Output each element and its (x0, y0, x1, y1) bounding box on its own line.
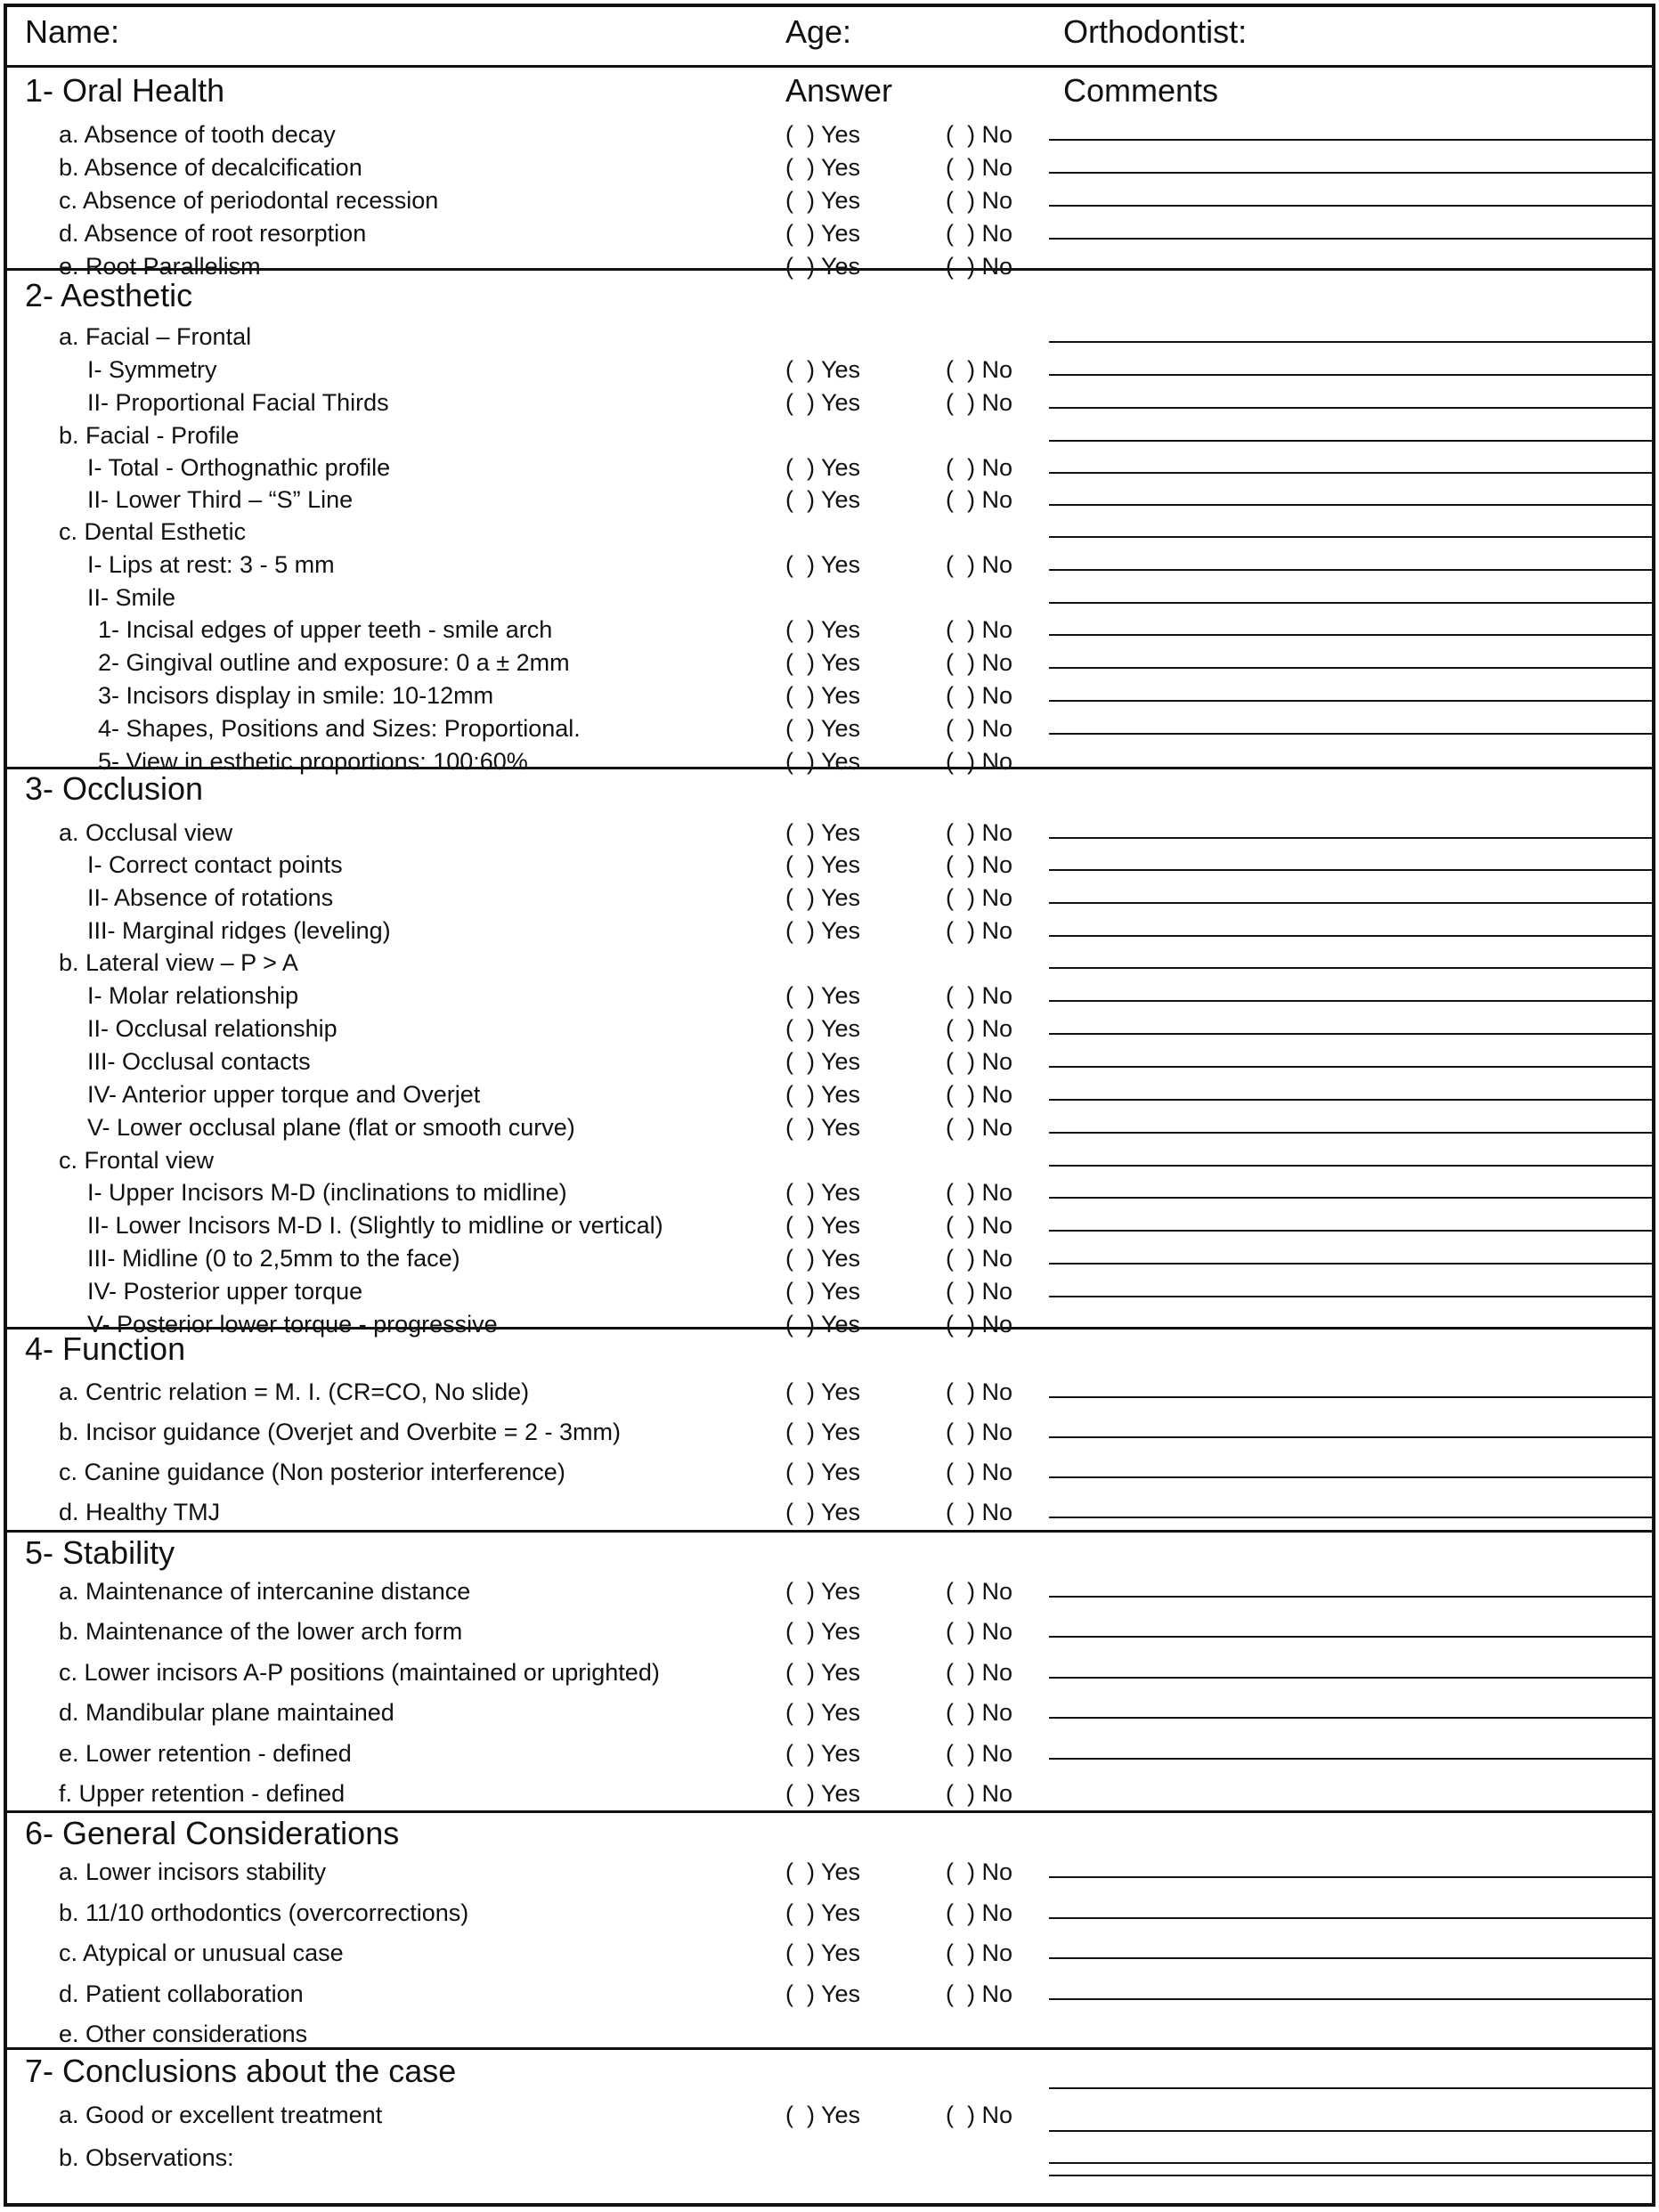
yes-option[interactable]: ( ) Yes (785, 1699, 861, 1726)
item-label: c. Lower incisors A-P positions (maintained or uprighted) (59, 1659, 660, 1686)
comment-line[interactable] (1049, 1876, 1655, 1878)
item-label: e. Root Parallelism (59, 253, 261, 280)
comment-line[interactable] (1049, 902, 1655, 904)
comment-line[interactable] (1049, 1132, 1655, 1134)
no-option[interactable]: ( ) No (946, 1179, 1013, 1206)
yes-option[interactable]: ( ) Yes (785, 1659, 861, 1686)
item-label: II- Absence of rotations (87, 884, 334, 911)
yes-option[interactable]: ( ) Yes (785, 682, 861, 709)
yes-option[interactable]: ( ) Yes (785, 819, 861, 846)
no-option[interactable]: ( ) No (946, 1858, 1013, 1885)
yes-option[interactable]: ( ) Yes (785, 1048, 861, 1075)
section-divider (7, 1327, 1652, 1330)
no-option[interactable]: ( ) No (946, 454, 1013, 481)
no-option[interactable]: ( ) No (946, 851, 1013, 878)
no-option[interactable]: ( ) No (946, 1459, 1013, 1485)
item-label: c. Frontal view (59, 1147, 215, 1174)
no-option[interactable]: ( ) No (946, 1048, 1013, 1075)
no-option[interactable]: ( ) No (946, 1278, 1013, 1305)
comment-line[interactable] (1049, 2130, 1655, 2132)
no-option[interactable]: ( ) No (946, 1659, 1013, 1686)
item-label: IV- Anterior upper torque and Overjet (87, 1081, 481, 1108)
item-label: c. Dental Esthetic (59, 518, 247, 545)
comment-line[interactable] (1049, 2175, 1655, 2176)
item-label: I- Correct contact points (87, 851, 343, 878)
item-label: d. Patient collaboration (59, 1980, 304, 2007)
item-label: b. Maintenance of the lower arch form (59, 1618, 463, 1645)
item-label: I- Upper Incisors M-D (inclinations to midline) (87, 1179, 567, 1206)
comment-line[interactable] (1049, 1099, 1655, 1101)
comment-line[interactable] (1049, 602, 1655, 604)
no-option[interactable]: ( ) No (946, 356, 1013, 383)
no-option[interactable]: ( ) No (946, 154, 1013, 181)
no-option[interactable]: ( ) No (946, 1780, 1013, 1807)
section-title-stability: 5- Stability (25, 1534, 175, 1571)
item-label: d. Absence of root resorption (59, 220, 367, 247)
no-option[interactable]: ( ) No (946, 616, 1013, 643)
comment-line[interactable] (1049, 1957, 1655, 1959)
no-option[interactable]: ( ) No (946, 1940, 1013, 1966)
item-label: c. Absence of periodontal recession (59, 187, 439, 214)
yes-option[interactable]: ( ) Yes (785, 649, 861, 676)
item-label: c. Canine guidance (Non posterior interference) (59, 1459, 565, 1485)
yes-option[interactable]: ( ) Yes (785, 616, 861, 643)
yes-option[interactable]: ( ) Yes (785, 356, 861, 383)
comment-line[interactable] (1049, 139, 1655, 141)
comment-line[interactable] (1049, 1000, 1655, 1002)
yes-option[interactable]: ( ) Yes (785, 1618, 861, 1645)
yes-option[interactable]: ( ) Yes (785, 884, 861, 911)
yes-option[interactable]: ( ) Yes (785, 1419, 861, 1445)
comment-line[interactable] (1049, 1066, 1655, 1068)
yes-option[interactable]: ( ) Yes (785, 389, 861, 416)
item-label: 2- Gingival outline and exposure: 0 a ± 2mm (98, 649, 570, 676)
item-label: III- Midline (0 to 2,5mm to the face) (87, 1245, 460, 1272)
comment-line[interactable] (1049, 967, 1655, 969)
comment-line[interactable] (1049, 341, 1655, 343)
yes-option[interactable]: ( ) Yes (785, 1179, 861, 1206)
yes-option[interactable]: ( ) Yes (785, 121, 861, 148)
comment-line[interactable] (1049, 1396, 1655, 1398)
comment-line[interactable] (1049, 1917, 1655, 1919)
yes-option[interactable]: ( ) Yes (785, 220, 861, 247)
item-label: IV- Posterior upper torque (87, 1278, 363, 1305)
item-label: b. Lateral view – P > A (59, 949, 298, 976)
yes-option[interactable]: ( ) Yes (785, 715, 861, 742)
yes-option[interactable]: ( ) Yes (785, 1114, 861, 1141)
item-label: b. Facial - Profile (59, 422, 240, 449)
section-title-general-considerations: 6- General Considerations (25, 1815, 400, 1851)
yes-option[interactable]: ( ) Yes (785, 1940, 861, 1966)
no-option[interactable]: ( ) No (946, 187, 1013, 214)
comment-line[interactable] (1049, 869, 1655, 871)
comment-line[interactable] (1049, 837, 1655, 839)
yes-option[interactable]: ( ) Yes (785, 1980, 861, 2007)
yes-option[interactable]: ( ) Yes (785, 1499, 861, 1525)
no-option[interactable]: ( ) No (946, 819, 1013, 846)
no-option[interactable]: ( ) No (946, 917, 1013, 944)
item-label: 4- Shapes, Positions and Sizes: Proportional. (98, 715, 581, 742)
comment-line[interactable] (1049, 667, 1655, 669)
no-option[interactable]: ( ) No (946, 220, 1013, 247)
item-label: b. Incisor guidance (Overjet and Overbite = 2 - 3mm) (59, 1419, 622, 1445)
item-label: d. Mandibular plane maintained (59, 1699, 394, 1726)
yes-option[interactable]: ( ) Yes (785, 1311, 861, 1338)
item-label: II- Proportional Facial Thirds (87, 389, 389, 416)
comment-line[interactable] (1049, 407, 1655, 409)
comment-line[interactable] (1049, 733, 1655, 735)
answer-column-header: Answer (785, 72, 893, 109)
item-label: b. Absence of decalcification (59, 154, 362, 181)
item-label: III- Occlusal contacts (87, 1048, 311, 1075)
comment-line[interactable] (1049, 1517, 1655, 1518)
comment-line[interactable] (1049, 634, 1655, 636)
item-label: III- Marginal ridges (leveling) (87, 917, 391, 944)
no-option[interactable]: ( ) No (946, 682, 1013, 709)
orthodontist-label: Orthodontist: (1063, 13, 1248, 50)
item-label: b. 11/10 orthodontics (overcorrections) (59, 1899, 469, 1926)
item-label: e. Other considerations (59, 2021, 308, 2047)
yes-option[interactable]: ( ) Yes (785, 187, 861, 214)
section-title-occlusion: 3- Occlusion (25, 770, 204, 807)
no-option[interactable]: ( ) No (946, 649, 1013, 676)
section-divider (7, 2047, 1652, 2050)
item-label: a. Absence of tooth decay (59, 121, 336, 148)
no-option[interactable]: ( ) No (946, 2102, 1013, 2128)
no-option[interactable]: ( ) No (946, 1699, 1013, 1726)
yes-option[interactable]: ( ) Yes (785, 851, 861, 878)
item-label: 3- Incisors display in smile: 10-12mm (98, 682, 494, 709)
comment-line[interactable] (1049, 1677, 1655, 1679)
item-label: a. Centric relation = M. I. (CR=CO, No slide) (59, 1378, 530, 1405)
yes-option[interactable]: ( ) Yes (785, 1740, 861, 1767)
item-label: V- Lower occlusal plane (flat or smooth curve) (87, 1114, 575, 1141)
item-label: b. Observations: (59, 2144, 234, 2171)
comment-line[interactable] (1049, 1230, 1655, 1232)
yes-option[interactable]: ( ) Yes (785, 154, 861, 181)
item-label: I- Lips at rest: 3 - 5 mm (87, 551, 335, 578)
no-option[interactable]: ( ) No (946, 1114, 1013, 1141)
yes-option[interactable]: ( ) Yes (785, 1081, 861, 1108)
item-label: I- Symmetry (87, 356, 217, 383)
section-title-aesthetic: 2- Aesthetic (25, 277, 193, 313)
yes-option[interactable]: ( ) Yes (785, 1378, 861, 1405)
no-option[interactable]: ( ) No (946, 1618, 1013, 1645)
yes-option[interactable]: ( ) Yes (785, 2102, 861, 2128)
comment-line[interactable] (1049, 440, 1655, 442)
no-option[interactable]: ( ) No (946, 884, 1013, 911)
yes-option[interactable]: ( ) Yes (785, 1015, 861, 1042)
yes-option[interactable]: ( ) Yes (785, 486, 861, 513)
comment-line[interactable] (1049, 1033, 1655, 1035)
name-label: Name: (25, 13, 120, 50)
no-option[interactable]: ( ) No (946, 1499, 1013, 1525)
no-option[interactable]: ( ) No (946, 1015, 1013, 1042)
comment-line[interactable] (1049, 2162, 1655, 2164)
no-option[interactable]: ( ) No (946, 982, 1013, 1009)
no-option[interactable]: ( ) No (946, 1311, 1013, 1338)
no-option[interactable]: ( ) No (946, 1378, 1013, 1405)
item-label: II- Smile (87, 584, 176, 611)
no-option[interactable]: ( ) No (946, 715, 1013, 742)
item-label: a. Good or excellent treatment (59, 2102, 383, 2128)
item-label: I- Total - Orthognathic profile (87, 454, 391, 481)
comment-line[interactable] (1049, 1998, 1655, 2000)
comment-line[interactable] (1049, 1263, 1655, 1265)
no-option[interactable]: ( ) No (946, 1980, 1013, 2007)
comment-line[interactable] (1049, 2087, 1655, 2089)
comment-line[interactable] (1049, 1596, 1655, 1598)
no-option[interactable]: ( ) No (946, 551, 1013, 578)
comment-line[interactable] (1049, 374, 1655, 376)
item-label: d. Healthy TMJ (59, 1499, 221, 1525)
yes-option[interactable]: ( ) Yes (785, 982, 861, 1009)
no-option[interactable]: ( ) No (946, 389, 1013, 416)
item-label: 1- Incisal edges of upper teeth - smile arch (98, 616, 553, 643)
comment-line[interactable] (1049, 1436, 1655, 1438)
yes-option[interactable]: ( ) Yes (785, 1278, 861, 1305)
no-option[interactable]: ( ) No (946, 486, 1013, 513)
age-label: Age: (785, 13, 852, 50)
comment-line[interactable] (1049, 1717, 1655, 1719)
no-option[interactable]: ( ) No (946, 121, 1013, 148)
yes-option[interactable]: ( ) Yes (785, 1780, 861, 1807)
comment-line[interactable] (1049, 172, 1655, 174)
section-title-oral-health: 1- Oral Health (25, 72, 225, 109)
yes-option[interactable]: ( ) Yes (785, 1858, 861, 1885)
comments-column-header: Comments (1063, 72, 1219, 109)
no-option[interactable]: ( ) No (946, 1245, 1013, 1272)
no-option[interactable]: ( ) No (946, 1212, 1013, 1239)
no-option[interactable]: ( ) No (946, 748, 1013, 775)
comment-line[interactable] (1049, 205, 1655, 207)
section-divider (7, 268, 1652, 271)
no-option[interactable]: ( ) No (946, 1740, 1013, 1767)
item-label: II- Lower Incisors M-D I. (Slightly to midline or vertical) (87, 1212, 663, 1239)
comment-line[interactable] (1049, 238, 1655, 240)
item-label: V- Posterior lower torque - progressive (87, 1311, 498, 1338)
no-option[interactable]: ( ) No (946, 253, 1013, 280)
item-label: II- Occlusal relationship (87, 1015, 337, 1042)
section-divider (7, 1530, 1652, 1533)
section-title-function: 4- Function (25, 1330, 186, 1367)
yes-option[interactable]: ( ) Yes (785, 551, 861, 578)
comment-line[interactable] (1049, 536, 1655, 538)
comment-line[interactable] (1049, 1296, 1655, 1297)
evaluation-form (4, 4, 1655, 2207)
no-option[interactable]: ( ) No (946, 1899, 1013, 1926)
item-label: a. Lower incisors stability (59, 1858, 327, 1885)
yes-option[interactable]: ( ) Yes (785, 917, 861, 944)
item-label: c. Atypical or unusual case (59, 1940, 344, 1966)
comment-line[interactable] (1049, 472, 1655, 474)
comment-line[interactable] (1049, 1636, 1655, 1638)
yes-option[interactable]: ( ) Yes (785, 1459, 861, 1485)
section-divider (7, 1810, 1652, 1813)
comment-line[interactable] (1049, 504, 1655, 506)
yes-option[interactable]: ( ) Yes (785, 253, 861, 280)
yes-option[interactable]: ( ) Yes (785, 1899, 861, 1926)
no-option[interactable]: ( ) No (946, 1081, 1013, 1108)
comment-line[interactable] (1049, 569, 1655, 571)
yes-option[interactable]: ( ) Yes (785, 1578, 861, 1605)
item-label: f. Upper retention - defined (59, 1780, 346, 1807)
comment-line[interactable] (1049, 700, 1655, 702)
item-label: I- Molar relationship (87, 982, 299, 1009)
comment-line[interactable] (1049, 1165, 1655, 1167)
comment-line[interactable] (1049, 1758, 1655, 1760)
item-label: a. Maintenance of intercanine distance (59, 1578, 471, 1605)
yes-option[interactable]: ( ) Yes (785, 748, 861, 775)
comment-line[interactable] (1049, 935, 1655, 937)
comment-line[interactable] (1049, 1476, 1655, 1478)
comment-line[interactable] (1049, 1197, 1655, 1199)
item-label: 5- View in esthetic proportions: 100:60%. (98, 748, 535, 775)
section-divider (7, 767, 1652, 769)
item-label: II- Lower Third – “S” Line (87, 486, 354, 513)
header-divider (7, 65, 1652, 68)
yes-option[interactable]: ( ) Yes (785, 1212, 861, 1239)
no-option[interactable]: ( ) No (946, 1419, 1013, 1445)
yes-option[interactable]: ( ) Yes (785, 1245, 861, 1272)
item-label: e. Lower retention - defined (59, 1740, 352, 1767)
item-label: a. Facial – Frontal (59, 323, 252, 350)
no-option[interactable]: ( ) No (946, 1578, 1013, 1605)
section-title-conclusions-about-the-case: 7- Conclusions about the case (25, 2053, 457, 2089)
yes-option[interactable]: ( ) Yes (785, 454, 861, 481)
item-label: a. Occlusal view (59, 819, 233, 846)
